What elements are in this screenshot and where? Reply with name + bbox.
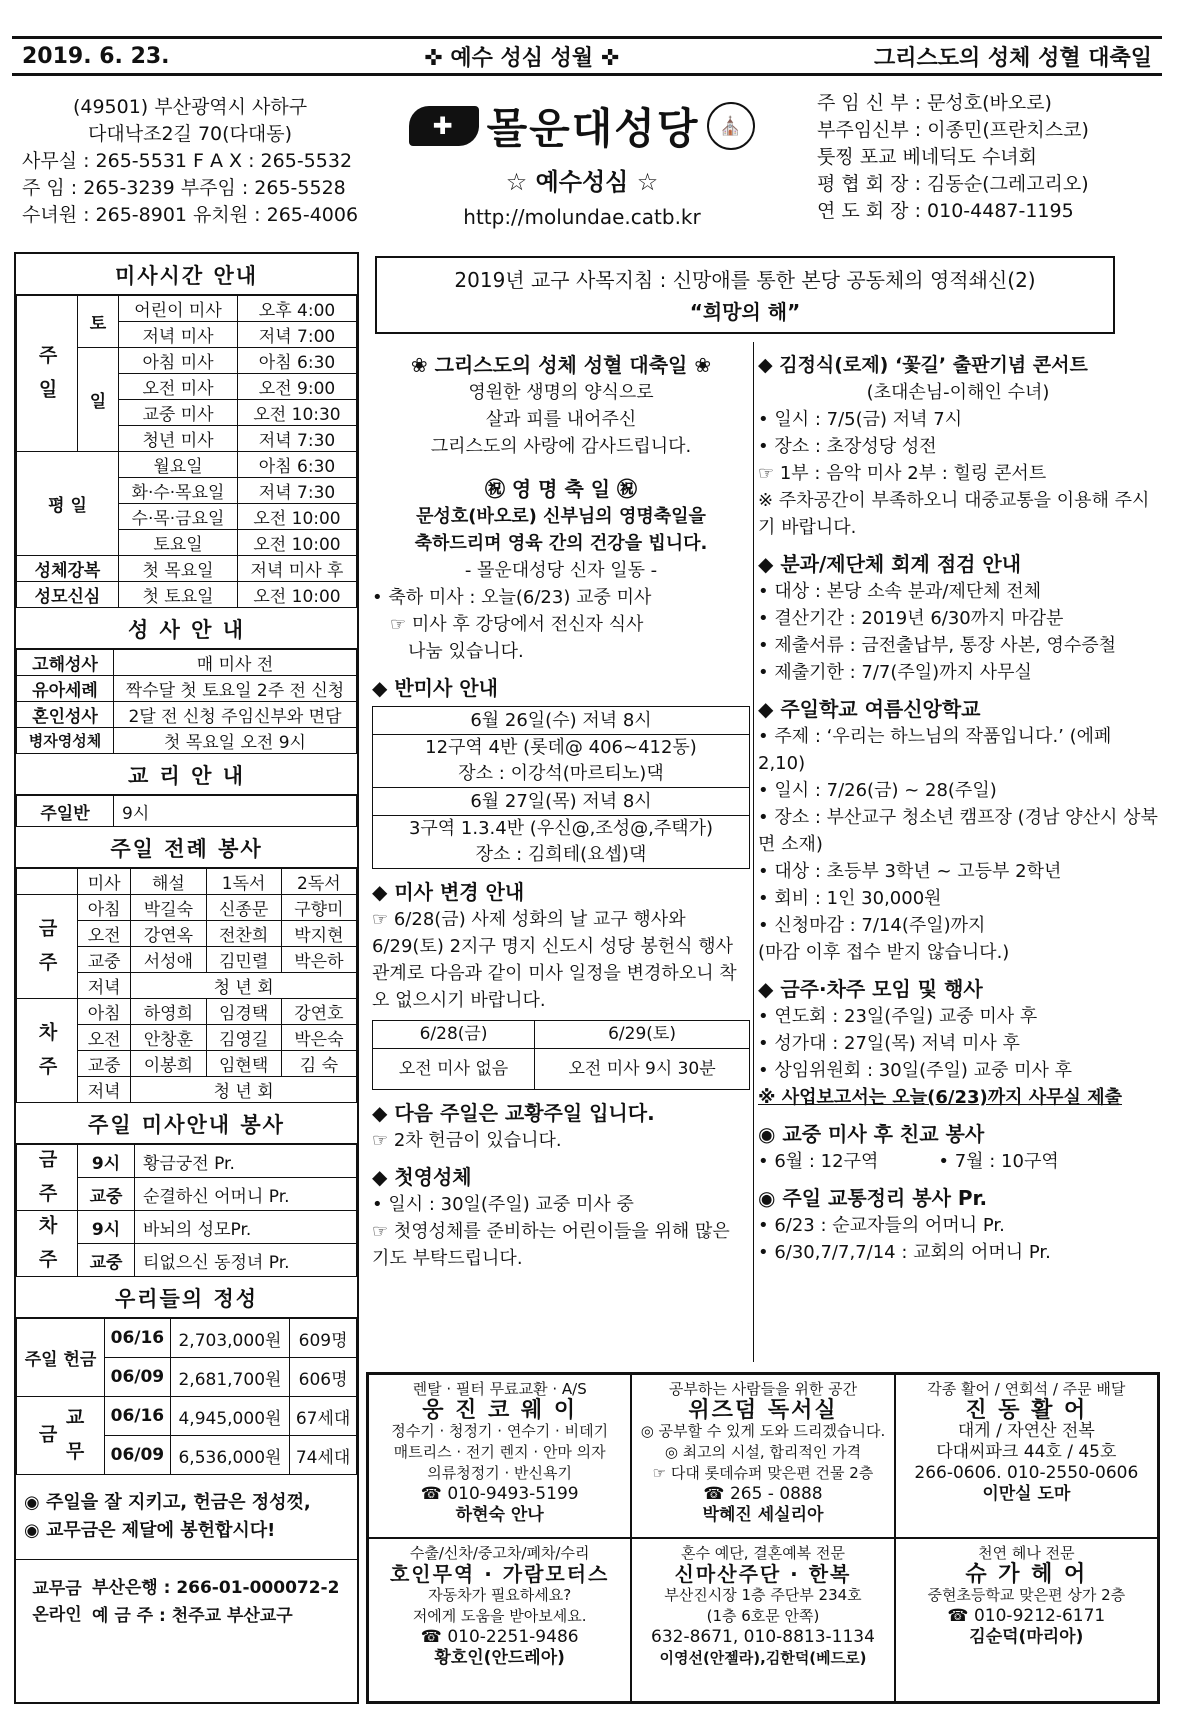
ad-contact: 황호인(안드레아) [434,1648,565,1668]
liturgy-cell: 안창훈 [131,1025,206,1051]
mass-time: 오전 9:00 [238,374,357,400]
online-label: 교무금 온라인 [32,1579,82,1625]
ad-contact: 박혜진 세실리아 [702,1505,824,1525]
concert-line: (초대손님-이해인 수녀) [866,382,1050,403]
offering-note: ◉ 주일을 잘 지키고, 헌금은 정성껏, [24,1492,311,1513]
summer-school-line: • 일시 : 7/26(금) ~ 28(주일) [758,780,997,801]
concert-line: ☞ 1부 : 음악 미사 2부 : 힐링 콘서트 [758,463,1047,484]
liturgy-cell: 청 년 회 [131,973,357,999]
devotion-day: 첫 목요일 [119,556,238,582]
devotion-label: 성체강복 [17,556,119,582]
offering-date: 06/16 [105,1319,171,1358]
offering-table [16,1318,357,1475]
liturgy-cell: 임경택 [206,999,281,1025]
summer-school-line: • 장소 : 부산교구 청소년 캠프장 (경남 양산시 상북면 소재) [758,807,1158,855]
ad-top: 혼수 예단, 결혼예복 전문 [681,1544,845,1562]
liturgy-head: 미사 [78,869,131,895]
mass-name: 아침 미사 [119,348,238,374]
sacrament-info: 2달 전 신청 주임신부와 면담 [114,702,357,728]
audit-line: • 대상 : 본당 소속 분과/제단체 전체 [758,581,1042,602]
feast-line: 그리스도의 사랑에 감사드립니다. [430,436,692,457]
staff-line: 평 협 회 장 : 김동순(그레고리오) [817,173,1089,195]
this-week-label: 금 주 [17,895,78,999]
section-mass-line: 6월 27일(목) 저녁 8시 [373,788,749,816]
meeting-line: • 성가대 : 27일(목) 저녁 미사 후 [758,1033,1020,1054]
bulletin-date: 2019. 6. 23. [22,43,170,69]
section-mass-line-group [373,735,749,788]
parish-logo-icon: ✚ [409,106,479,146]
feast-line: 영원한 생명의 양식으로 [468,382,654,403]
mass-change-title: ◆ 미사 변경 안내 [372,880,525,904]
sunday-offering-label: 주일 헌금 [17,1319,105,1397]
offering-amount: 2,703,000원 [170,1319,289,1358]
offering-date: 06/09 [105,1436,171,1475]
ad-line: 의류청정기 · 반신욕기 [427,1464,573,1482]
sacrament-name: 혼인성사 [17,702,114,728]
nameday-item: • 축하 미사 : 오늘(6/23) 교중 미사 [372,587,652,608]
ads-grid [366,1372,1160,1704]
feast-title: ❀ 그리스도의 성체 성혈 대축일 ❀ [410,353,712,377]
summer-school-line: • 대상 : 초등부 3학년 ~ 고등부 2학년 [758,861,1062,882]
bank-holder: 예 금 주 : 천주교 부산교구 [92,1606,293,1626]
ad-line: 다대씨파크 44호 / 45호 [936,1442,1117,1462]
ad-top: 렌탈 · 필터 무료교환 · A/S [412,1380,587,1398]
audit-line: • 제출기한 : 7/7(주일)까지 사무실 [758,662,1032,683]
liturgy-cell: 김영길 [206,1025,281,1051]
ad-top: 공부하는 사람들을 위한 공간 [668,1380,858,1398]
ad-line: ◎ 최고의 시설, 합리적인 가격 [664,1443,862,1461]
offering-count: 609명 [290,1319,357,1358]
ad-line: 매트리스 · 전기 렌지 · 안마 의자 [393,1443,606,1461]
ad-contact: 김순덕(마리아) [969,1627,1084,1647]
staff-line: 주 임 신 부 : 문성호(바오로) [817,92,1052,114]
staff-line: 연 도 회 장 : 010-4487-1195 [817,200,1074,222]
left-column [14,252,359,1704]
liturgy-cell: 전찬희 [206,921,281,947]
guide-title: 주일 미사안내 봉사 [16,1103,357,1144]
pope-sunday-title: ◆ 다음 주일은 교황주일 입니다. [372,1101,655,1125]
liturgy-cell: 박은숙 [281,1025,356,1051]
audit-line: • 결산기간 : 2019년 6/30까지 마감분 [758,608,1064,629]
parish-name [402,96,762,156]
mass-day: 월요일 [119,452,238,478]
devotion-day: 첫 토요일 [119,582,238,608]
section-mass-line-group [373,816,749,868]
offering-amount: 6,536,000원 [170,1436,289,1475]
change-info: 오전 미사 9시 30분 [535,1049,750,1090]
ad-phone: 266-0606. 010-2550-0606 [914,1463,1139,1483]
guide-group: 황금궁전 Pr. [135,1145,357,1178]
liturgy-cell: 김 숙 [281,1051,356,1077]
guide-group: 티없으신 동정녀 Pr. [135,1244,357,1277]
sacrament-info: 매 미사 전 [114,650,357,676]
meeting-line: • 연도회 : 23일(주일) 교중 미사 후 [758,1006,1038,1027]
liturgy-table [16,868,357,1103]
ad-name: 신마산주단 · 한복 [674,1562,852,1586]
staff-line: 부주임신부 : 이종민(프란치스코) [817,119,1089,141]
mass-time: 저녁 7:30 [238,426,357,452]
parish-subtitle: ☆ 예수성심 ☆ [505,168,659,196]
next-week-label: 차 주 [17,999,78,1103]
ad-sinmasan [631,1538,894,1702]
mass-time: 아침 6:30 [238,348,357,374]
guide-mass: 교중 [78,1244,135,1277]
liturgy-head: 1독서 [206,869,281,895]
traffic-line: • 6/30,7/7,7/14 : 교회의 어머니 Pr. [758,1242,1051,1263]
header [12,86,1162,246]
offering-count: 67세대 [290,1397,357,1436]
concert-line: ※ 주차공간이 부족하오니 대중교통을 이용해 주시기 바랍니다. [758,490,1150,538]
feast-line: 살과 피를 내어주신 [485,409,637,430]
ad-jindong [895,1374,1158,1538]
ad-name: 진 동 활 어 [965,1398,1088,1423]
ad-name: 슈 가 헤 어 [965,1562,1088,1587]
bank-info [92,1574,339,1630]
liturgy-title: 주일 전례 봉사 [16,827,357,868]
guide-mass: 교중 [78,1178,135,1211]
top-bar [12,36,1162,76]
mass-times-table [16,295,357,608]
doctrine-table [16,795,357,827]
offering-date: 06/16 [105,1397,171,1436]
online-tithe [16,1560,357,1644]
nameday-title: ㊗ 영 명 축 일 ㊗ [484,477,638,501]
ad-name: 웅 진 코 웨 이 [422,1398,578,1423]
liturgy-cell: 박지현 [281,921,356,947]
first-communion-line: • 일시 : 30일(주일) 교중 미사 중 [372,1194,634,1215]
nameday-sign: - 몰운대성당 신자 일동 - [464,560,658,581]
offering-notes [16,1475,357,1560]
change-date: 6/28(금) [373,1021,535,1049]
phone-line: 수녀원 : 265-8901 유치원 : 265-4006 [22,204,359,226]
liturgy-mass: 오전 [78,921,131,947]
liturgy-cell: 임현택 [206,1051,281,1077]
ad-line: ◎ 공부할 수 있게 도와 드리겠습니다. [640,1422,886,1440]
tithe-label: 교 무 금 [17,1397,105,1475]
section-mass-line: 12구역 4반 (롯데@ 406~412동) [425,737,697,758]
ad-top: 각종 활어 / 연회석 / 주문 배달 [927,1380,1126,1398]
concert-title: ◆ 김정식(로제) ‘꽃길’ 출판기념 콘서트 [758,354,1088,376]
sacrament-name: 유아세례 [17,676,114,702]
pastoral-guideline [375,256,1115,334]
summer-school-line: • 주제 : ‘우리는 하느님의 작품입니다.’ (에페 2,10) [758,726,1112,774]
mass-time: 저녁 7:30 [238,478,357,504]
mass-time: 오전 10:00 [238,530,357,556]
devotion-label: 성모신심 [17,582,119,608]
liturgy-cell: 구향미 [281,895,356,921]
doctrine-title: 교 리 안 내 [16,754,357,795]
offering-count: 74세대 [290,1436,357,1475]
ad-phone: ☎ 010-2251-9486 [420,1627,579,1647]
ad-contact: 이영선(안젤라),김한덕(베드로) [659,1649,867,1667]
column-divider [753,342,754,1362]
ad-contact: 하현숙 안나 [455,1505,544,1525]
address-line: 다대낙조2길 70(다대동) [88,123,293,145]
ad-hoin [368,1538,631,1702]
audit-title: ◆ 분과/제단체 회계 점검 안내 [758,552,1022,576]
phone-line: 사무실 : 265-5531 F A X : 265-5532 [22,150,353,172]
liturgy-head: 2독서 [281,869,356,895]
change-info: 오전 미사 없음 [373,1049,535,1090]
offering-title: 우리들의 정성 [16,1277,357,1318]
meetings-title: ◆ 금주·차주 모임 및 행사 [758,977,983,1001]
guide-this-label: 금 주 [17,1145,78,1211]
sacrament-name: 고해성사 [17,650,114,676]
sunday-day-label: 일 [78,348,119,452]
liturgy-cell: 하영희 [131,999,206,1025]
ad-line: 중현초등학교 맞은편 상가 2층 [927,1586,1126,1604]
nameday-item: 나눔 있습니다. [408,641,524,662]
meeting-line: • 상임위원회 : 30일(주일) 교중 미사 후 [758,1060,1073,1081]
sunday-label: 주 일 [17,296,78,452]
church-seal-icon: ⛪ [707,102,755,150]
liturgy-mass: 저녁 [78,973,131,999]
mass-day: 화·수·목요일 [119,478,238,504]
ad-sugar-hair [895,1538,1158,1702]
first-communion-title: ◆ 첫영성체 [372,1165,472,1189]
ad-contact: 이만실 도마 [982,1484,1071,1504]
staff-line: 툿찡 포교 베네딕도 수녀회 [817,146,1038,168]
address-block [22,94,358,229]
devotion-time: 오전 10:00 [238,582,357,608]
ad-phone: ☎ 010-9212-6171 [947,1606,1106,1626]
guide-next-label: 차 주 [17,1211,78,1277]
mass-times-title: 미사시간 안내 [16,254,357,295]
guide-table [16,1144,357,1277]
sacrament-info: 짝수달 첫 토요일 2주 전 신청 [114,676,357,702]
mass-time: 오전 10:30 [238,400,357,426]
pastoral-line: 2019년 교구 사목지침 : 신망애를 통한 본당 공동체의 영적쇄신(2) [454,268,1036,292]
summer-school-line: • 회비 : 1인 30,000원 [758,888,942,909]
saturday-label: 토 [78,296,119,348]
nameday-item: ☞ 미사 후 강당에서 전신자 식사 [390,614,644,635]
mass-day: 수·목·금요일 [119,504,238,530]
liturgy-mass: 아침 [78,999,131,1025]
sacrament-title: 성 사 안 내 [16,608,357,649]
nameday-line: 문성호(바오로) 신부님의 영명축일을 [416,506,706,527]
section-mass-line: 6월 26일(수) 저녁 8시 [373,707,749,735]
fellowship-lines [758,1148,1158,1175]
offering-count: 606명 [290,1358,357,1397]
right-column [758,342,1158,1362]
guide-mass: 9시 [78,1145,135,1178]
concert-line: • 일시 : 7/5(금) 저녁 7시 [758,409,963,430]
liturgy-mass: 교중 [78,947,131,973]
liturgy-cell: 강연호 [281,999,356,1025]
parish-url[interactable]: http://molundae.catb.kr [463,205,701,229]
mass-day: 토요일 [119,530,238,556]
liturgy-cell: 이봉희 [131,1051,206,1077]
ad-name: 위즈덤 독서실 [688,1398,838,1423]
mass-change-text: ☞ 6/28(금) 사제 성화의 날 교구 행사와 6/29(토) 2지구 명지 신도시 성당 봉헌식 행사 관계로 다음과 같이 미사 일정을 변경하오니 착오 없으시기 바랍니다. [372,909,737,1011]
offering-date: 06/09 [105,1358,171,1397]
first-communion-line: ☞ 첫영성체를 준비하는 어린이들을 위해 많은 기도 부탁드립니다. [372,1221,730,1269]
fellowship-line: • 6월 : 12구역 [758,1151,879,1172]
mass-name: 저녁 미사 [119,322,238,348]
address-line: (49501) 부산광역시 사하구 [72,96,308,118]
ad-line: (1층 6호문 안쪽) [706,1607,820,1625]
liturgy-mass: 아침 [78,895,131,921]
summer-school-line: • 신청마감 : 7/14(주일)까지 [758,915,986,936]
liturgy-mass: 오전 [78,1025,131,1051]
change-date: 6/29(토) [535,1021,750,1049]
guide-group: 순결하신 어머니 Pr. [135,1178,357,1211]
sacrament-info: 첫 목요일 오전 9시 [114,728,357,754]
pastoral-theme: “희망의 해” [689,300,801,324]
middle-column [372,342,750,1362]
ad-line: 자동차가 필요하세요? [428,1586,572,1604]
offering-note: ◉ 교무금은 제달에 봉헌합시다! [24,1520,276,1541]
mass-time: 아침 6:30 [238,452,357,478]
offering-amount: 2,681,700원 [170,1358,289,1397]
traffic-title: ◉ 주일 교통정리 봉사 Pr. [758,1186,988,1210]
mass-name: 오전 미사 [119,374,238,400]
ad-line: 정수기 · 청정기 · 연수기 · 비데기 [391,1422,609,1440]
ad-line: 대게 / 자연산 전복 [957,1421,1095,1441]
mass-time: 저녁 7:00 [238,322,357,348]
liturgy-corner [17,869,78,895]
phone-line: 주 임 : 265-3239 부주임 : 265-5528 [22,177,346,199]
ad-line: 저에게 도움을 받아보세요. [412,1607,587,1625]
ad-line: 부산진시장 1층 주단부 234호 [664,1586,862,1604]
liturgy-cell: 서성애 [131,947,206,973]
liturgy-cell: 박은하 [281,947,356,973]
weekday-label: 평 일 [17,452,119,556]
ad-phone: ☎ 010-9493-5199 [420,1484,579,1504]
offering-amount: 4,945,000원 [170,1397,289,1436]
fellowship-title: ◉ 교중 미사 후 친교 봉사 [758,1122,985,1146]
ad-phone: 632-8671, 010-8813-1134 [651,1627,875,1647]
mass-time: 오후 4:00 [238,296,357,322]
ad-line: ☞ 다대 롯데슈퍼 맞은편 건물 2층 [652,1464,874,1482]
doctrine-time: 9시 [114,796,357,827]
sacrament-name: 병자영성체 [17,728,114,754]
sacrament-table [16,649,357,754]
nameday-line: 축하드리며 영육 간의 건강을 빕니다. [414,533,708,554]
liturgy-cell: 청 년 회 [131,1077,357,1103]
parish-brand [402,96,762,229]
traffic-line: • 6/23 : 순교자들의 어머니 Pr. [758,1215,1005,1236]
feast-name: 그리스도의 성체 성혈 대축일 [873,45,1152,71]
liturgy-cell: 신종문 [206,895,281,921]
ad-phone: ☎ 265 - 0888 [703,1484,823,1504]
mass-name: 교중 미사 [119,400,238,426]
meeting-note: ※ 사업보고서는 오늘(6/23)까지 사무실 제출 [758,1087,1122,1108]
mass-change-table [372,1020,750,1090]
bank-account: 부산은행 : 266-01-000072-2 [92,1578,340,1598]
mass-name: 어린이 미사 [119,296,238,322]
fellowship-line: • 7월 : 10구역 [938,1151,1059,1172]
devotion-time: 저녁 미사 후 [238,556,357,582]
doctrine-class: 주일반 [17,796,114,827]
audit-line: • 제출서류 : 금전출납부, 통장 사본, 영수증철 [758,635,1117,656]
summer-school-title: ◆ 주일학교 여름신앙학교 [758,697,981,721]
section-mass-block-title: ◆ 반미사 안내 [372,676,498,700]
mass-name: 청년 미사 [119,426,238,452]
section-mass-line: 장소 : 이강석(마르티노)댁 [458,763,664,784]
staff-block [817,90,1089,225]
liturgy-head: 해설 [131,869,206,895]
ad-wisdom [631,1374,894,1538]
liturgy-cell: 박길숙 [131,895,206,921]
pope-sunday-text: ☞ 2차 헌금이 있습니다. [372,1130,562,1151]
ad-name: 호인무역 · 가람모터스 [389,1562,610,1586]
guide-group: 바뇌의 성모Pr. [135,1211,357,1244]
ad-top: 천연 헤나 전문 [978,1544,1075,1562]
liturgy-cell: 김민렬 [206,947,281,973]
section-mass-line: 3구역 1.3.4반 (우신@,조성@,주택가) [408,818,714,839]
concert-line: • 장소 : 초장성당 성전 [758,436,937,457]
section-mass-box [372,706,750,869]
summer-school-line: (마감 이후 접수 받지 않습니다.) [758,942,1010,963]
liturgy-mass: 교중 [78,1051,131,1077]
parish-name-text: 몰운대성당 [486,104,700,153]
month-theme: ✜ 예수 성심 성월 ✜ [424,45,620,71]
liturgy-mass: 저녁 [78,1077,131,1103]
mass-time: 오전 10:00 [238,504,357,530]
section-mass-line: 장소 : 김희테(요셉)댁 [475,844,647,865]
ad-coway [368,1374,631,1538]
ad-top: 수출/신차/중고차/폐차/수리 [409,1544,590,1562]
liturgy-cell: 강연옥 [131,921,206,947]
guide-mass: 9시 [78,1211,135,1244]
